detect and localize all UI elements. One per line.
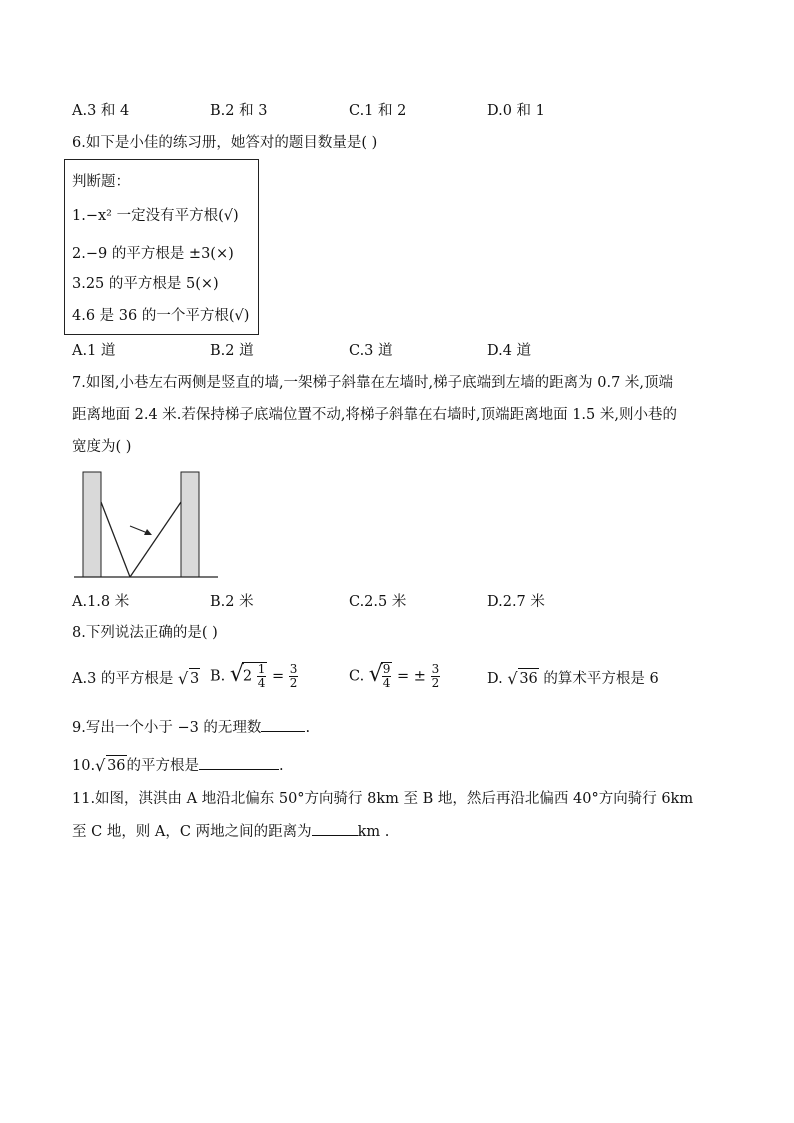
q10-radicand: 36 [106,755,126,776]
sqrt-36-radicand: 36 [518,668,538,689]
sqrt-3: √ 3 [178,669,200,688]
q11-line-2 [72,821,389,842]
sqrt-frac-num: 9 [382,662,391,676]
sqrt-frac-den: 4 [382,676,391,690]
q11-text: 至 C 地，则 A，C 两地之间的距离为 [72,824,312,840]
q8-option-c [349,662,440,690]
q8-b-result-den: 2 [289,676,298,690]
q8-stem: 8.下列说法正确的是( ) [72,625,218,641]
judgement-item-1: 1.−x² 一定没有平方根(√) [72,208,239,224]
q8-option-d [487,668,659,689]
mixed-num: 1 [257,662,266,676]
sqrt-3-radicand: 3 [189,668,200,689]
q8-c-result-den: 2 [431,676,440,690]
q11-answer-blank[interactable] [312,821,358,836]
q9-answer-blank[interactable] [261,717,305,732]
mixed-whole: 2 [242,668,253,685]
q8-option-d-text: 的算术平方根是 6 [543,671,659,687]
left-wall [83,472,101,577]
q6-option-a: A.1 道 [72,343,116,359]
sqrt-fraction: √ $\frac{9}{4}$ [368,662,391,690]
q5-option-c: C.1 和 2 [349,103,407,119]
ladder-left [101,502,130,577]
q10-answer-blank[interactable] [199,755,279,770]
q6-stem: 6.如下是小佳的练习册，她答对的题目数量是( ) [72,135,378,151]
judgement-title: 判断题： [72,174,130,190]
q8-option-a-text: A.3 的平方根是 [72,671,174,687]
q6-option-d: D.4 道 [487,343,532,359]
q10-question [72,755,284,776]
sqrt-36: √ 36 [507,669,538,688]
q10-text: 的平方根是 [126,758,200,774]
q8-option-a [72,668,200,689]
q10-sqrt-36: √ 36 [95,756,126,775]
q8-option-b [210,662,298,690]
q8-c-result-num: 3 [431,662,440,676]
q7-line-1: 7.如图,小巷左右两侧是竖直的墙,一架梯子斜靠在左墙时,梯子底端到左墙的距离为 0.7 米,顶端 [72,375,674,391]
q8-option-c-label: C. [349,668,365,685]
q8-option-d-label: D. [487,671,503,687]
judgement-item-3: 3.25 的平方根是 5(×) [72,276,219,292]
q5-option-a: A.3 和 4 [72,103,130,119]
q5-option-d: D.0 和 1 [487,103,545,119]
q7-option-c: C.2.5 米 [349,594,407,610]
q11-unit: km . [357,824,390,840]
q7-option-b: B.2 米 [210,594,254,610]
mixed-den: 4 [257,676,266,690]
q7-line-3: 宽度为( ) [72,439,132,455]
q8-option-c-eq: = ± [397,668,426,685]
judgement-box [64,159,259,335]
sqrt-mixed-number: √ 2 $\frac{1}{4}$ [229,662,266,690]
q7-option-a: A.1.8 米 [72,594,130,610]
q10-end: . [279,758,284,774]
alley-ladder-figure [72,468,222,580]
ladder-right [130,502,181,577]
q8-option-b-label: B. [210,668,226,685]
q7-line-2: 距离地面 2.4 米.若保持梯子底端位置不动,将梯子斜靠在右墙时,顶端距离地面 1.5 米,则小巷的 [72,407,677,423]
q11-line-1: 11.如图，淇淇由 A 地沿北偏东 50°方向骑行 8km 至 B 地，然后再沿北偏西 40°方向骑行 6km [72,791,694,807]
q6-option-b: B.2 道 [210,343,254,359]
q8-option-b-eq: = [271,668,285,685]
q7-option-d: D.2.7 米 [487,594,545,610]
q9-end: . [305,720,311,736]
judgement-item-2: 2.−9 的平方根是 ±3(×) [72,246,234,262]
right-wall [181,472,199,577]
q8-b-result-num: 3 [289,662,298,676]
judgement-item-4: 4.6 是 36 的一个平方根(√) [72,308,250,324]
q9-question [72,717,310,738]
q10-number: 10. [72,758,96,774]
q5-option-b: B.2 和 3 [210,103,268,119]
q9-text: 9.写出一个小于 −3 的无理数 [72,720,262,736]
q6-option-c: C.3 道 [349,343,393,359]
